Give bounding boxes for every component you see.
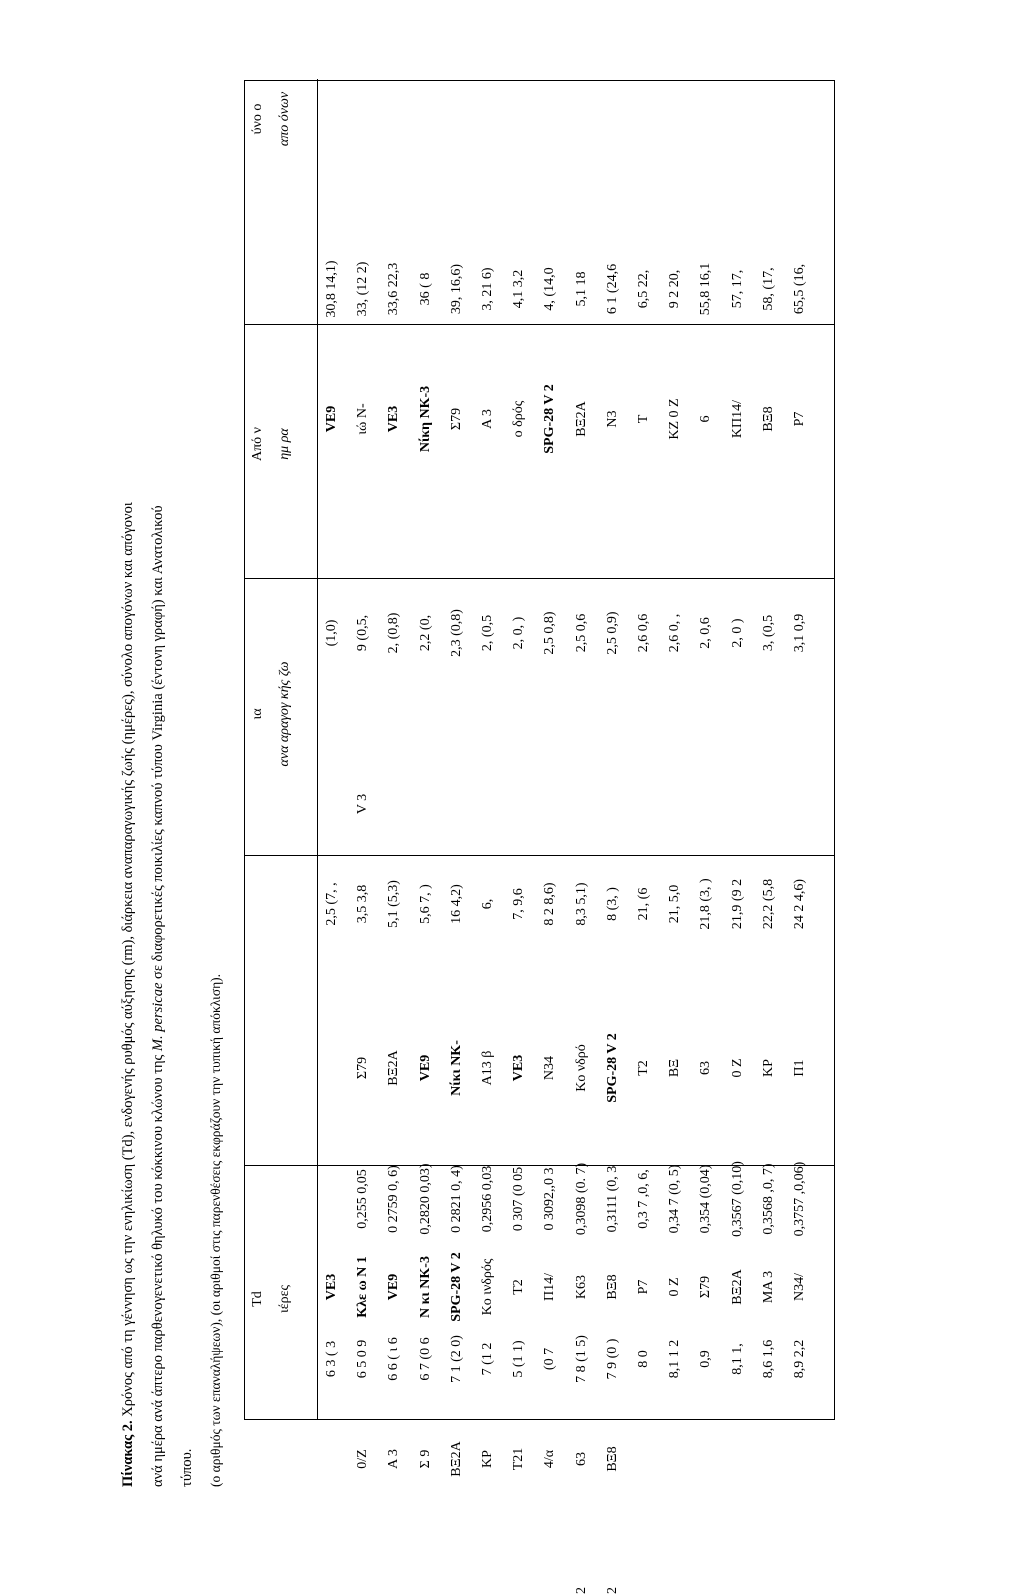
caption-species: M. persicae — [150, 982, 166, 1052]
total-variety: ο δρός — [511, 400, 527, 438]
duration-value: 6, — [480, 898, 495, 910]
total-value: 4,1 3,2 — [511, 269, 527, 309]
duration-value: 21, 5,0 — [667, 884, 683, 924]
duration-variety: Α13 β — [480, 1050, 495, 1086]
duration-value: 2,5 (7, , — [324, 882, 339, 926]
offspring-day-value: 2, (0,5 — [480, 614, 495, 652]
header-td: Td — [250, 1291, 265, 1307]
duration-value: 22,2 (5,8 — [760, 878, 776, 930]
rm-variety: SPG-28 V 2 — [448, 1252, 464, 1322]
total-value: 33,6 22,3 — [386, 262, 402, 316]
rm-variety: VE3 — [324, 1273, 339, 1301]
duration-variety: Σ79 — [355, 1056, 371, 1080]
total-variety: ΚΖ 0 Z — [667, 398, 683, 440]
rm-variety: ΒΞ2Α — [729, 1269, 745, 1305]
header-td-unit: ιέρες — [277, 1284, 292, 1314]
td-variety: Α 3 — [386, 1449, 402, 1469]
rm-value: 0,3568 ,0, 7) — [760, 1163, 776, 1235]
offspring-day-value: 2,6 0, , — [667, 613, 683, 653]
duration-value: 3,5 3,8 — [355, 884, 371, 924]
rm-value: 0,3 7 ,0, 6, — [636, 1169, 651, 1229]
total-variety: Σ79 — [448, 407, 464, 431]
rm-value: 0,3098 (0. 7) — [573, 1162, 589, 1236]
caption-label: Πίνακας 2. — [120, 1420, 136, 1487]
header-rule — [317, 325, 318, 1419]
rm-value: 0,3567 (0,10) — [729, 1161, 745, 1237]
rm-variety: ΜΑ 3 — [760, 1270, 776, 1304]
duration-variety: Νίκι NK- — [448, 1040, 464, 1096]
td-value: 6 3 ( 3 — [324, 1340, 339, 1378]
duration-variety: ΚΡ — [760, 1059, 776, 1077]
duration-value: 5,1 (5,3) — [386, 880, 402, 928]
total-value: 65,5 (16, — [792, 263, 807, 315]
offspring-day-value: 2,3 (0,8) — [448, 609, 464, 657]
column-divider — [245, 1165, 834, 1166]
rm-value: 0,255 0,05 — [355, 1169, 371, 1229]
column-divider — [245, 578, 834, 579]
rm-value: 0,2956 0,03 — [480, 1165, 495, 1233]
td-value: 7 1 (2 0) — [448, 1335, 464, 1383]
total-value: 6,5 22, — [636, 269, 651, 309]
rm-value: 0,34 7 (0, 5) — [667, 1164, 683, 1234]
td-value: 7 (1 2 — [480, 1342, 495, 1376]
duration-value: 16 4,2) — [448, 884, 464, 924]
td-variety: ΒΞ8 — [604, 1446, 620, 1472]
total-variety: VE9 — [324, 405, 339, 433]
rm-value: 0,3757 ,0,06) — [792, 1161, 807, 1237]
rm-value: 0 3092,,0 3 — [542, 1167, 558, 1231]
offspring-day-value: 2, 0,6 — [698, 617, 714, 649]
total-value: 4, (14,0 — [542, 267, 558, 311]
duration-variety: SPG-28 V 2 — [604, 1033, 620, 1103]
rm-value: 0,3111 (0, 3 — [604, 1165, 620, 1233]
rm-variety: T2 — [511, 1279, 527, 1295]
offspring-day-value: 9 (0,5, — [355, 614, 371, 652]
rm-variety: Ν κι NK-3 — [417, 1256, 433, 1318]
td-value: 7 9 (0 ) — [604, 1338, 620, 1380]
duration-value: 21,9 (9 2 — [729, 878, 745, 930]
total-variety: Νίκη NK-3 — [417, 385, 433, 453]
duration-value: 24 2 4,6) — [792, 878, 807, 930]
total-variety: ΒΞ8 — [760, 406, 776, 432]
total-variety: T — [636, 414, 651, 424]
rm-variety: Κλε ω Ν 1 — [355, 1256, 371, 1318]
offspring-day-value: 2,5 0,8) — [542, 611, 558, 655]
total-value: 39, 16,6) — [448, 263, 464, 315]
rm-variety: VE9 — [386, 1273, 402, 1301]
total-variety: N3 — [604, 410, 620, 428]
caption-line-1 — [120, 502, 137, 1487]
duration-variety: Π1 — [792, 1059, 807, 1077]
caption-line-3: τύπου. — [179, 1448, 195, 1487]
td-value: 0,9 — [698, 1350, 714, 1368]
total-value: 9 2 20, — [667, 269, 683, 309]
duration-value: 21, (6 — [636, 887, 651, 921]
duration-value: 5,6 7, ) — [417, 884, 433, 924]
total-value: 55,8 16,1 — [698, 262, 714, 316]
offspring-day-value: 2, 0 ) — [729, 618, 745, 648]
rm-value: 0,2820 0,03) — [417, 1163, 433, 1235]
rm-variety: Κο ινδρός — [480, 1258, 495, 1316]
td-value: (0 7 — [542, 1347, 558, 1371]
total-variety: P7 — [792, 411, 807, 427]
td-variety: ΒΞ2Α — [448, 1441, 464, 1477]
td-variety: 4/α — [542, 1449, 558, 1469]
rm-value: 0 2821 0, 4) — [448, 1165, 464, 1233]
caption-text-1: Χρόνος από τη γέννηση ως την ενηλικίωση (Td), ενδογενής ρυθμός αύξησης (rm), διάρκεια αναπαραγωγικής ζωής (ημέρες), σύνολο απογόνων και απόγονοι — [120, 502, 136, 1421]
rm-variety: Π14/ — [542, 1273, 558, 1301]
duration-variety: 63 — [698, 1061, 714, 1075]
total-value: 3, 21 6) — [480, 267, 495, 311]
td-value: 8,6 1,6 — [760, 1339, 776, 1379]
duration-variety: Κο νδρό — [573, 1044, 589, 1092]
total-variety: ιώ Ν- — [355, 403, 371, 435]
offspring-day-value: 2,6 0,6 — [636, 613, 651, 653]
offspring-day-variety: V 3 — [355, 793, 371, 815]
td-value: 8,1 1, — [729, 1343, 745, 1375]
caption-line-4: (ο αριθμός των επαναλήψεων), (οι αριθμοί στις παρενθέσεις εκφράζουν την τυπική απόκλιση). — [208, 973, 223, 1487]
rm-variety: P7 — [636, 1279, 651, 1295]
td-variety: 63 — [573, 1452, 589, 1466]
td-variety: ΚΡ — [480, 1450, 495, 1468]
rm-variety: 0 Z — [667, 1277, 683, 1297]
header-total: ύνο ο — [250, 103, 265, 135]
total-value: 5,1 18 — [573, 271, 589, 307]
duration-value: 8 (3, ) — [604, 887, 620, 921]
offspring-day-value: 2,5 0,9) — [604, 611, 620, 655]
td-variety: 0/Z — [355, 1449, 371, 1469]
column-divider — [245, 855, 834, 856]
offspring-day-value: 2,2 (0, — [417, 614, 433, 652]
rm-value: 0 2759 0, 6) — [386, 1165, 402, 1233]
header-rule — [317, 79, 318, 325]
duration-value: 8,3 5,1) — [573, 882, 589, 926]
total-value: 36 ( 8 — [417, 272, 433, 306]
duration-variety: T2 — [636, 1060, 651, 1076]
duration-value: 8 2 8,6) — [542, 882, 558, 926]
offspring-day-value: (1,0) — [324, 619, 339, 647]
duration-variety: VE9 — [417, 1054, 433, 1082]
total-value: 6 1 (24,6 — [604, 263, 620, 315]
data-table — [244, 80, 835, 1594]
header-duration: ια — [250, 708, 265, 720]
td-value: 6 6 ( ι 6 — [386, 1337, 402, 1381]
rm-value: 0 307 (0 05 — [511, 1166, 527, 1232]
td-value: 7 8 (1 5) — [573, 1335, 589, 1383]
rm-value: 0,354 (0,04) — [698, 1164, 714, 1234]
total-value: 33, (12 2) — [355, 261, 371, 317]
total-value: 30,8 14,1) — [324, 260, 339, 318]
td-value: 8,1 1 2 — [667, 1339, 683, 1379]
rm-variety: Σ79 — [698, 1275, 714, 1299]
td-value: 6 5 0 9 — [355, 1339, 371, 1379]
offspring-day-value: 3,1 0,9 — [792, 613, 807, 653]
total-variety: VE3 — [386, 405, 402, 433]
td-value: 8 0 — [636, 1350, 651, 1368]
rm-variety: ΒΞ8 — [604, 1274, 620, 1300]
duration-variety: VE3 — [511, 1054, 527, 1082]
caption-line-2 — [150, 505, 167, 1487]
row-side-mark: 2 — [604, 1587, 620, 1594]
header-offspring-day: Από ν — [250, 426, 265, 462]
td-value: 5 (1 1) — [511, 1340, 527, 1378]
rm-variety: Κ63 — [573, 1274, 589, 1300]
row-side-mark: 2 — [573, 1587, 589, 1594]
td-value: 8,9 2,2 — [792, 1339, 807, 1379]
header-total-unit: απο όνων — [277, 91, 292, 147]
caption-text-2a: ανά ημέρα ανά άπτερο παρθενογενετικό θηλυκό του κόκκινου κλώνου της — [150, 1051, 166, 1487]
duration-value: 21,8 (3, ) — [698, 878, 714, 930]
td-variety: T21 — [511, 1447, 527, 1471]
offspring-day-value: 2, (0,8) — [386, 612, 402, 654]
td-variety: Σ 9 — [417, 1449, 433, 1469]
duration-variety: N34 — [542, 1055, 558, 1081]
total-value: 57, 17, — [729, 269, 745, 309]
duration-variety: ΒΞ2Α — [386, 1050, 402, 1086]
header-offspring-day-unit: ημ ρα — [277, 428, 292, 460]
total-variety: ΒΞ2Α — [573, 401, 589, 437]
offspring-day-value: 3, (0,5 — [760, 614, 776, 652]
column-divider — [245, 324, 834, 325]
total-variety: 6 — [698, 415, 714, 423]
offspring-day-value: 2,5 0,6 — [573, 613, 589, 653]
header-duration-unit: ανα αραγογ κής ζω — [277, 661, 292, 767]
duration-value: 7, 9,6 — [511, 888, 527, 920]
total-variety: SPG-28 V 2 — [542, 384, 558, 454]
rm-variety: N34/ — [792, 1273, 807, 1301]
offspring-day-value: 2, 0, ) — [511, 616, 527, 650]
caption-text-2b: σε διαφορετικές ποικιλίες καπνού τύπου Virginia (έντονη γραφή) και Ανατολικού — [150, 505, 166, 983]
duration-variety: ΒΞ — [667, 1058, 683, 1078]
td-value: 6 7 (0 6 — [417, 1337, 433, 1381]
duration-variety: 0 Z — [729, 1058, 745, 1078]
total-variety: Α 3 — [480, 409, 495, 429]
total-value: 58, (17, — [760, 267, 776, 311]
total-variety: ΚΠ14/ — [729, 399, 745, 439]
